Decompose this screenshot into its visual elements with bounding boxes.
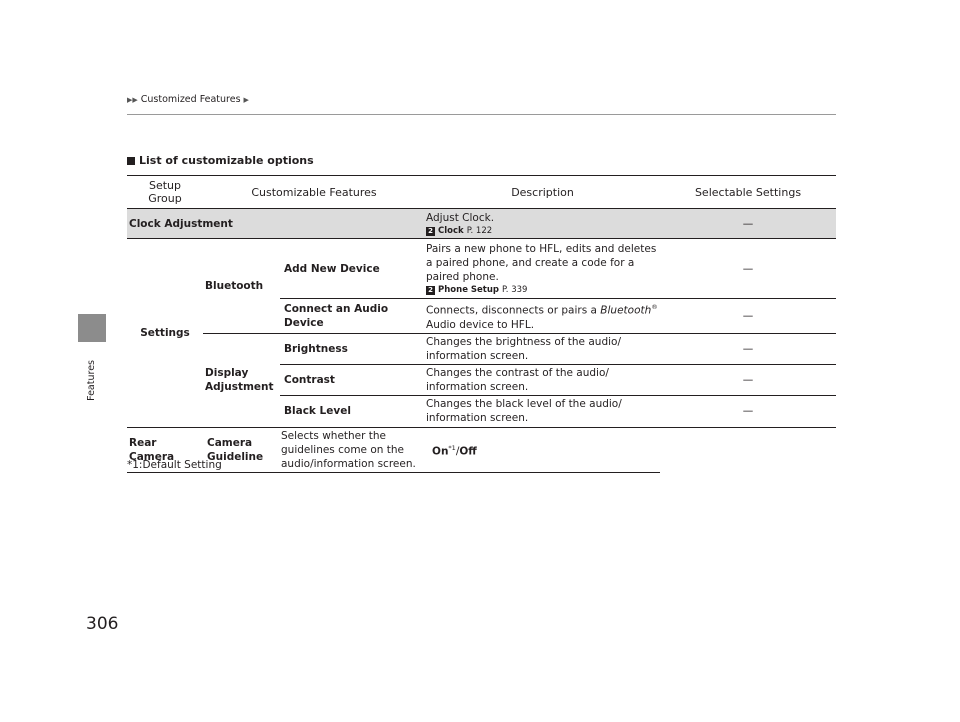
feature-clock-adjustment: Clock Adjustment: [127, 209, 425, 239]
option-separator: /: [455, 445, 460, 458]
table-header-row: [127, 176, 836, 209]
header-setup-group: [127, 176, 203, 209]
table-row: [127, 239, 836, 299]
selectable-value: —: [660, 395, 836, 427]
feature-black-level: Black Level: [280, 395, 425, 427]
default-marker: *1: [448, 443, 456, 452]
header-settings: Selectable Settings: [660, 176, 836, 209]
description-cell: [425, 209, 660, 239]
reference-page: P. 122: [466, 225, 493, 236]
brightness-description: Changes the brightness of the audio/ information screen.: [425, 333, 660, 364]
description-cell: [425, 239, 660, 299]
table-row: [127, 333, 836, 364]
header-description: Description: [425, 176, 660, 209]
footnote-default-setting: *1:Default Setting: [127, 459, 222, 471]
page-number: 306: [86, 614, 119, 634]
clock-description: Adjust Clock.: [426, 211, 495, 224]
subgroup-display-adjustment: [203, 333, 280, 427]
chapter-tab: [78, 314, 106, 342]
table-row: [127, 209, 836, 239]
option-off: Off: [459, 445, 477, 458]
breadcrumb-tail-icon: ▶: [243, 95, 249, 104]
group-settings: Settings: [127, 239, 203, 428]
feature-add-new-device: Add New Device: [280, 239, 425, 299]
subgroup-bluetooth: Bluetooth: [203, 239, 280, 334]
header-setup-group-line2: Group: [148, 192, 182, 205]
black-level-description: Changes the black level of the audio/ information screen.: [425, 395, 660, 427]
header-divider: [127, 114, 836, 115]
selectable-value: —: [660, 209, 836, 239]
feature-connect-audio-device: Connect an Audio Device: [280, 299, 425, 334]
camera-guideline-description: Selects whether the guidelines come on the audio/information screen.: [280, 427, 425, 472]
contrast-description: Changes the contrast of the audio/ information screen.: [425, 364, 660, 395]
description-cell: [425, 299, 660, 334]
rear-camera-line1: Rear: [129, 436, 157, 449]
selectable-value: —: [660, 364, 836, 395]
bluetooth-brand: Bluetooth: [600, 304, 652, 317]
selectable-value: —: [660, 299, 836, 334]
feature-brightness: Brightness: [280, 333, 425, 364]
reference-arrow-icon: 2: [426, 227, 435, 236]
option-on: On: [432, 445, 449, 458]
reference-label: Phone Setup: [438, 284, 499, 295]
header-setup-group-line1: Setup: [148, 179, 182, 192]
selectable-value: [425, 427, 660, 472]
breadcrumb: [127, 94, 249, 105]
reference-label: Clock: [438, 225, 464, 236]
customizable-options-table: [127, 175, 836, 473]
connect-audio-description-post: Audio device to HFL.: [426, 318, 535, 331]
selectable-value: —: [660, 239, 836, 299]
cross-reference[interactable]: [426, 226, 659, 237]
breadcrumb-arrows-icon: ▶▶: [127, 95, 138, 104]
section-title: List of customizable options: [139, 154, 314, 167]
display-group-line1: Display: [205, 367, 249, 379]
reference-arrow-icon: 2: [426, 286, 435, 295]
chapter-label: Features: [86, 360, 97, 401]
selectable-value: —: [660, 333, 836, 364]
cross-reference[interactable]: [426, 285, 659, 296]
registered-mark: ®: [651, 303, 658, 311]
header-features: Customizable Features: [203, 176, 425, 209]
display-group-line2: Adjustment: [205, 381, 274, 393]
connect-audio-description-pre: Connects, disconnects or pairs a: [426, 304, 601, 317]
square-bullet-icon: [127, 157, 135, 165]
breadcrumb-label[interactable]: Customized Features: [140, 94, 241, 105]
add-device-description: Pairs a new phone to HFL, edits and deletes a paired phone, and create a code for a paired phone.: [426, 242, 657, 283]
feature-camera-guideline: Camera Guideline: [203, 427, 280, 472]
reference-page: P. 339: [502, 284, 528, 295]
feature-contrast: Contrast: [280, 364, 425, 395]
section-heading: [127, 154, 314, 167]
rear-camera-line2: Camera: [129, 450, 175, 463]
table-row: [127, 427, 836, 472]
